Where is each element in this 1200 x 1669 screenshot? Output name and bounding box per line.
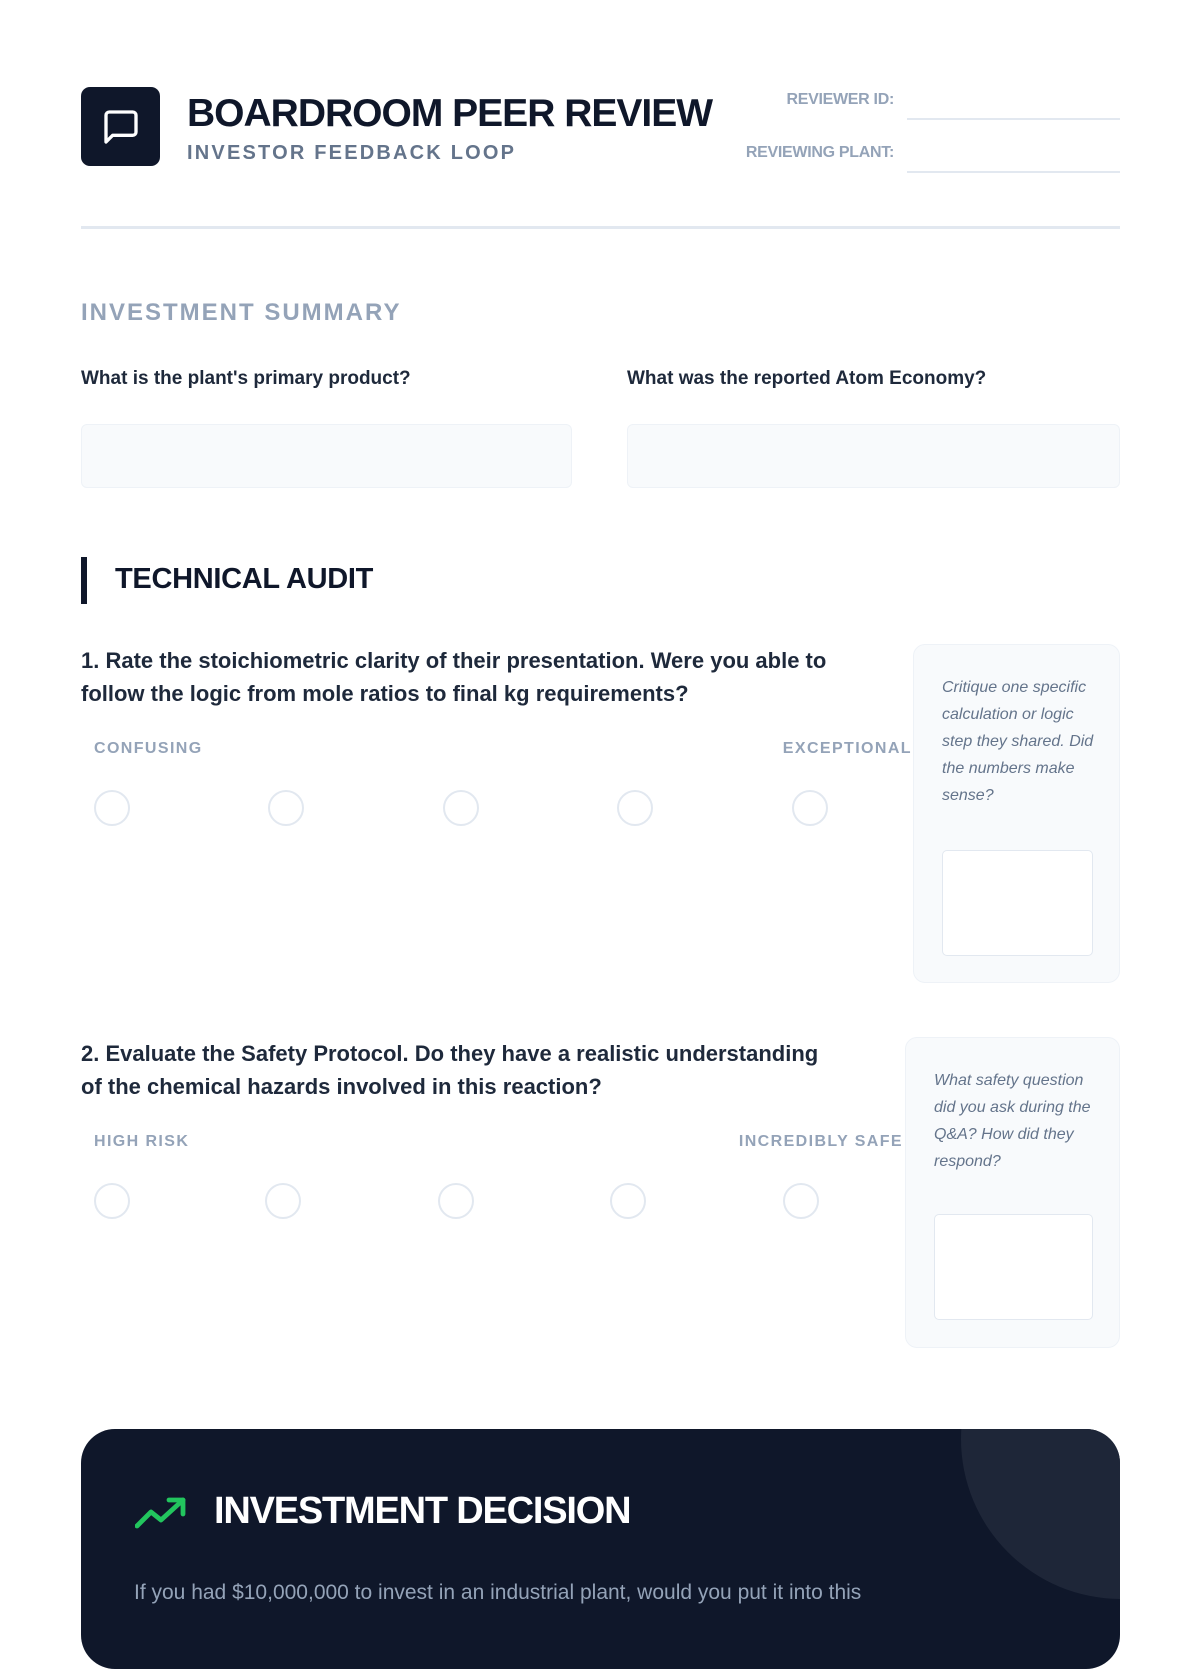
investment-decision-heading: INVESTMENT DECISION	[214, 1490, 631, 1532]
rating-2-option-3[interactable]	[438, 1183, 474, 1219]
critique-prompt-2: What safety question did you ask during the Q&A? How did they respond?	[934, 1072, 1091, 1170]
investment-decision-panel	[81, 1429, 1120, 1669]
rating-1-option-3[interactable]	[443, 790, 479, 826]
review-form	[81, 0, 1120, 1604]
rating-1-option-5[interactable]	[792, 790, 828, 826]
header-divider	[81, 226, 1120, 229]
scale-low-label-1: CONFUSING	[94, 740, 203, 757]
reviewing-plant-field[interactable]	[907, 171, 1120, 173]
trending-up-icon	[135, 1496, 187, 1532]
atom-economy-input[interactable]	[627, 424, 1120, 488]
message-square-icon	[101, 107, 141, 147]
question-2: 2. Evaluate the Safety Protocol. Do they have a realistic understanding of the chemical hazards involved in this reaction?	[81, 1041, 819, 1099]
section-accent-bar	[81, 557, 87, 604]
question-1: 1. Rate the stoichiometric clarity of their presentation. Were you able to follow the logic from mole ratios to final kg requirements?	[81, 648, 827, 706]
page-subtitle: INVESTOR FEEDBACK LOOP	[187, 142, 517, 164]
reviewer-id-field[interactable]	[907, 118, 1120, 120]
critique-card-2	[905, 1037, 1120, 1348]
scale-high-label-1: EXCEPTIONAL	[782, 740, 912, 757]
rating-1-option-1[interactable]	[94, 790, 130, 826]
critique-card-1	[913, 644, 1120, 983]
primary-product-label: What is the plant's primary product?	[81, 368, 411, 389]
scale-low-label-2: HIGH RISK	[94, 1133, 190, 1150]
critique-input-1[interactable]	[942, 850, 1093, 956]
page-title: BOARDROOM PEER REVIEW	[187, 92, 713, 135]
rating-2-option-1[interactable]	[94, 1183, 130, 1219]
rating-1-option-2[interactable]	[268, 790, 304, 826]
scale-high-label-2: INCREDIBLY SAFE	[738, 1133, 903, 1150]
investment-summary-heading: INVESTMENT SUMMARY	[81, 299, 402, 326]
rating-2-option-4[interactable]	[610, 1183, 646, 1219]
primary-product-input[interactable]	[81, 424, 572, 488]
technical-audit-heading: TECHNICAL AUDIT	[115, 563, 374, 595]
reviewing-plant-label: REVIEWING PLANT:	[745, 144, 894, 161]
critique-input-2[interactable]	[934, 1214, 1093, 1320]
investment-decision-prompt: If you had $10,000,000 to invest in an industrial plant, would you put it into this	[134, 1581, 862, 1604]
rating-1-option-4[interactable]	[617, 790, 653, 826]
decorative-circle	[961, 1429, 1120, 1599]
reviewer-id-label: REVIEWER ID:	[786, 91, 894, 108]
critique-prompt-1: Critique one specific calculation or logic step they shared. Did the numbers make sense?	[942, 679, 1094, 804]
atom-economy-label: What was the reported Atom Economy?	[627, 368, 987, 389]
logo	[81, 87, 160, 166]
rating-2-option-5[interactable]	[783, 1183, 819, 1219]
rating-2-option-2[interactable]	[265, 1183, 301, 1219]
